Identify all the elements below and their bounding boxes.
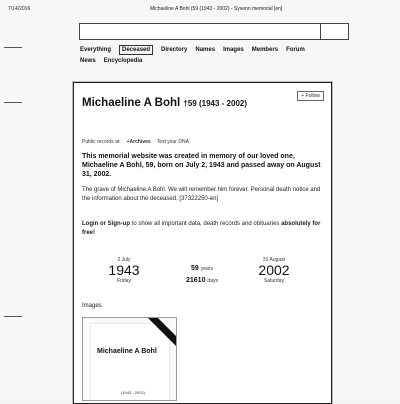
memorial-lead: This memorial website was created in memory of our loved one, Michaeline A Bohl, 59, born on July 2, 1943 and passed away on August 31, 2002. xyxy=(82,153,321,179)
nav-news[interactable]: News xyxy=(80,57,96,64)
nav-members[interactable]: Members xyxy=(251,46,279,53)
nav-row-1 xyxy=(80,44,305,55)
records-label: Public records at: xyxy=(82,139,121,145)
life-stats xyxy=(74,257,331,299)
nav-names[interactable]: Names xyxy=(195,46,216,53)
days-unit: days xyxy=(207,278,218,284)
search-input[interactable] xyxy=(79,23,349,40)
archives-link[interactable]: +Archives xyxy=(126,139,151,145)
margin-hole-mark xyxy=(4,102,22,103)
age-line xyxy=(170,265,234,272)
login-cta xyxy=(82,220,322,237)
print-title: Michaeline A Bohl (59 (1943 - 2002) - Sysenn memorial [en] xyxy=(150,6,283,12)
login-link[interactable]: Login xyxy=(82,221,99,227)
age-stat xyxy=(170,265,234,284)
nav-directory[interactable]: Directory xyxy=(161,46,188,53)
margin-hole-mark xyxy=(4,316,22,317)
nav-deceased[interactable]: Deceased xyxy=(119,45,153,55)
age-value: 59 xyxy=(191,265,199,272)
days-line xyxy=(170,277,234,284)
birth-weekday: Friday xyxy=(117,278,131,285)
print-date: 7/14/2016 xyxy=(8,6,31,12)
memorial-card xyxy=(73,82,332,404)
cta-free: absolutely for free! xyxy=(82,221,321,236)
search-button-divider xyxy=(320,24,321,39)
follow-button[interactable]: + Follow xyxy=(297,91,324,101)
nav-forum[interactable]: Forum xyxy=(286,46,305,53)
margin-hole-mark xyxy=(4,47,22,48)
birth-stat xyxy=(94,257,154,284)
days-value: 21610 xyxy=(186,277,206,284)
memorial-title-dates: †59 (1943 - 2002) xyxy=(183,99,248,108)
photo-name: Michaeline A Bohl xyxy=(97,348,157,355)
public-records xyxy=(82,139,189,145)
memorial-title xyxy=(82,97,247,109)
dna-link[interactable]: Test your DNA xyxy=(156,139,189,145)
memorial-name: Michaeline A Bohl xyxy=(82,97,181,109)
death-year: 2002 xyxy=(258,262,290,278)
memorial-description: The grave of Michaeline A Bohl. We will remember him forever. Personal death notice and the information about the deceased. [37322250-en] xyxy=(82,187,321,202)
nav-encyclopedia[interactable]: Encyclopedia xyxy=(103,57,143,64)
mourning-ribbon-icon xyxy=(144,318,176,350)
main-nav xyxy=(80,44,305,66)
signup-link[interactable]: Sign-up xyxy=(107,221,130,227)
nav-everything[interactable]: Everything xyxy=(80,46,112,53)
age-unit: years xyxy=(200,266,213,272)
nav-images[interactable]: Images xyxy=(223,46,244,53)
cta-text: to show all important data, death records and obituaries xyxy=(130,221,282,227)
print-header xyxy=(0,6,400,16)
nav-row-2 xyxy=(80,55,305,66)
death-day: 31 August xyxy=(262,257,286,263)
birth-day: 2 July xyxy=(117,257,131,263)
death-stat xyxy=(244,257,304,284)
birth-year: 1943 xyxy=(108,262,140,278)
photo-dates: (1943 - 2002) xyxy=(121,390,146,395)
images-heading: Images xyxy=(82,303,102,309)
memorial-photo[interactable] xyxy=(82,317,177,401)
death-weekday: Saturday xyxy=(263,278,284,285)
cta-or: or xyxy=(98,221,108,227)
